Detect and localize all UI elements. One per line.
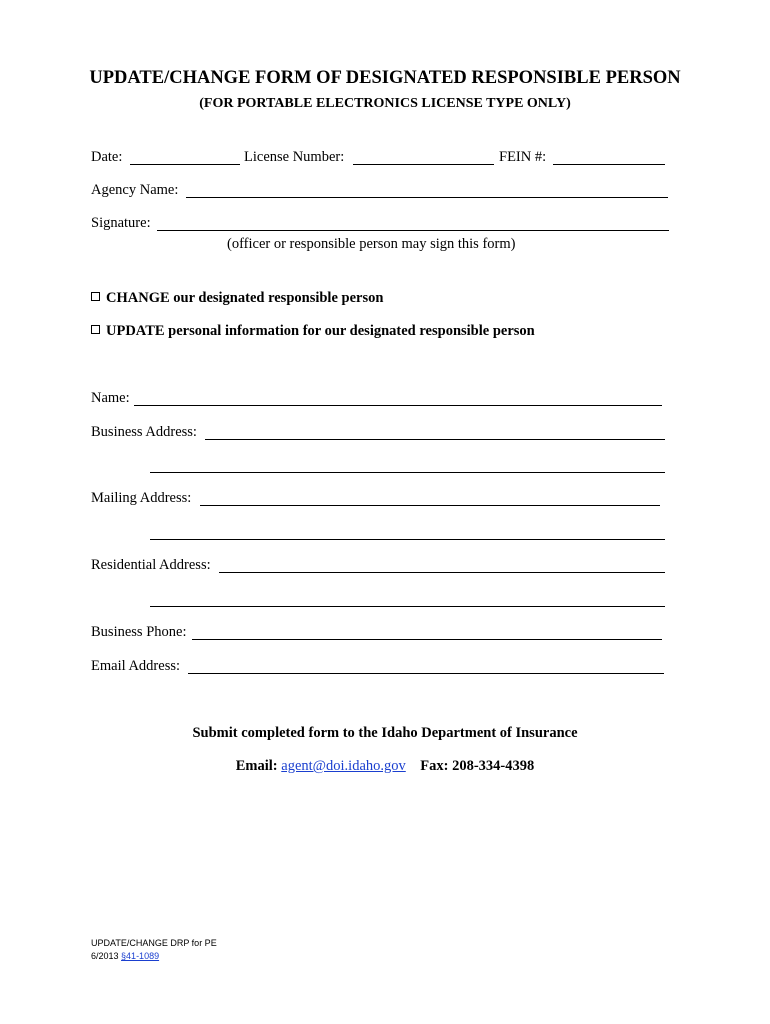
license-number-label: License Number: [244,149,345,165]
residential-address-line-2[interactable] [150,606,665,607]
signature-note: (officer or responsible person may sign this form) [227,236,516,252]
page-subtitle: (FOR PORTABLE ELECTRONICS LICENSE TYPE ONLY) [199,96,571,111]
residential-address-label: Residential Address: [91,557,211,573]
email-contact-label: Email: [235,758,278,774]
footer-revision [91,951,159,961]
update-checkbox[interactable] [91,325,100,334]
business-phone-label: Business Phone: [91,624,187,640]
footer-form-id: UPDATE/CHANGE DRP for PE [91,938,217,948]
business-address-line-2[interactable] [150,472,665,473]
submit-instruction: Submit completed form to the Idaho Department of Insurance [192,725,578,741]
mailing-address-line-2[interactable] [150,539,665,540]
fax-number: 208-334-4398 [452,758,535,774]
email-link[interactable]: agent@doi.idaho.gov [281,758,406,774]
statute-link[interactable]: §41-1089 [121,951,160,961]
date-label: Date: [91,149,123,165]
agency-name-field[interactable] [186,197,668,198]
change-checkbox[interactable] [91,292,100,301]
fein-label: FEIN #: [499,149,547,165]
signature-label: Signature: [91,215,151,231]
residential-address-field[interactable] [219,572,665,573]
agency-name-label: Agency Name: [91,182,179,198]
business-phone-field[interactable] [192,639,662,640]
license-number-field[interactable] [353,164,494,165]
signature-field[interactable] [157,230,669,231]
footer-date: 6/2013 [91,951,119,961]
business-address-field[interactable] [205,439,665,440]
update-option-label: UPDATE personal information for our designated responsible person [106,323,535,339]
business-address-label: Business Address: [91,424,197,440]
fax-label: Fax: [420,758,449,774]
email-address-label: Email Address: [91,658,181,674]
mailing-address-field[interactable] [200,505,660,506]
update-option[interactable] [91,323,535,340]
date-field[interactable] [130,164,240,165]
mailing-address-label: Mailing Address: [91,490,192,506]
change-option[interactable] [91,290,383,307]
name-label: Name: [91,390,130,406]
name-field[interactable] [134,405,662,406]
email-address-field[interactable] [188,673,664,674]
contact-line [0,758,770,775]
fein-field[interactable] [553,164,665,165]
change-option-label: CHANGE our designated responsible person [106,290,384,306]
page-title: UPDATE/CHANGE FORM OF DESIGNATED RESPONSIBLE PERSON [89,68,681,88]
